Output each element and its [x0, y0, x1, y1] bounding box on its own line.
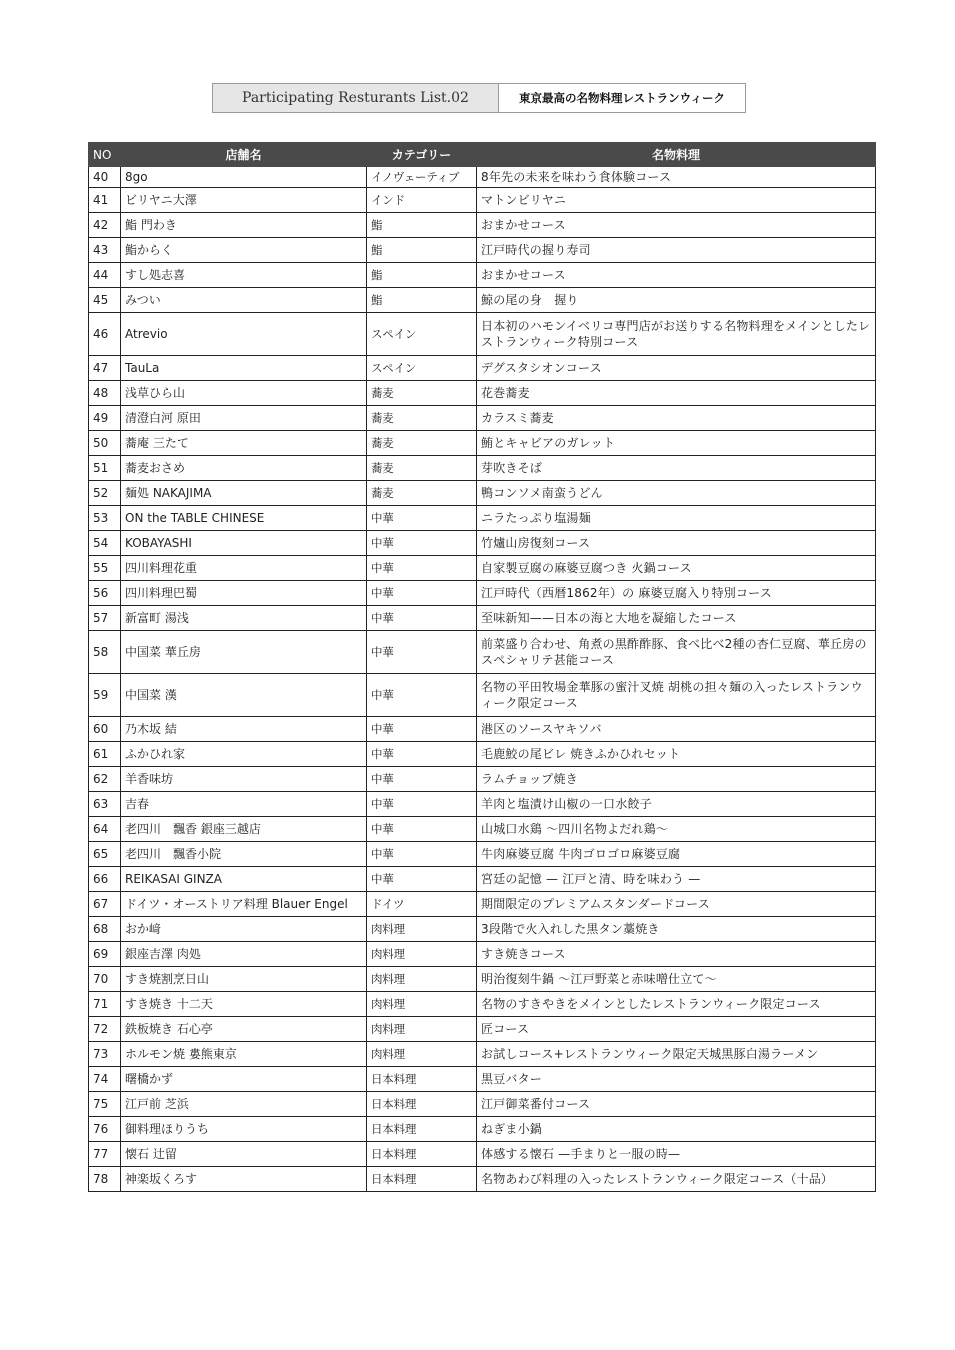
restaurant-name: REIKASAI GINZA: [121, 867, 367, 892]
restaurant-category: 蕎麦: [367, 406, 477, 431]
table-row: [89, 717, 876, 742]
row-number: 66: [89, 867, 121, 892]
restaurant-name: すし処志喜: [121, 263, 367, 288]
list-title-bar: [212, 83, 746, 113]
row-number: 51: [89, 456, 121, 481]
row-number: 72: [89, 1017, 121, 1042]
restaurant-category: 中華: [367, 631, 477, 674]
restaurant-name: 懐石 辻留: [121, 1142, 367, 1167]
restaurant-category: 肉料理: [367, 917, 477, 942]
table-row: [89, 674, 876, 717]
restaurant-name: 新富町 湯浅: [121, 606, 367, 631]
restaurant-category: 中華: [367, 742, 477, 767]
signature-dish: 3段階で火入れした黒タン藁焼き: [477, 917, 876, 942]
restaurant-category: 蕎麦: [367, 381, 477, 406]
row-number: 60: [89, 717, 121, 742]
signature-dish: 自家製豆腐の麻婆豆腐つき 火鍋コース: [477, 556, 876, 581]
restaurant-name: 老四川 飄香 銀座三越店: [121, 817, 367, 842]
signature-dish: 明治復刻牛鍋 〜江戸野菜と赤味噌仕立て〜: [477, 967, 876, 992]
row-number: 46: [89, 313, 121, 356]
table-row: [89, 356, 876, 381]
restaurant-category: 中華: [367, 506, 477, 531]
restaurant-name: 麺処 NAKAJIMA: [121, 481, 367, 506]
signature-dish: ねぎま小鍋: [477, 1117, 876, 1142]
row-number: 74: [89, 1067, 121, 1092]
restaurant-category: 中華: [367, 674, 477, 717]
signature-dish: 山城口水鶏 〜四川名物よだれ鶏〜: [477, 817, 876, 842]
restaurant-category: 日本料理: [367, 1067, 477, 1092]
row-number: 52: [89, 481, 121, 506]
signature-dish: カラスミ蕎麦: [477, 406, 876, 431]
restaurant-category: 肉料理: [367, 967, 477, 992]
row-number: 65: [89, 842, 121, 867]
restaurant-category: 肉料理: [367, 1017, 477, 1042]
restaurant-name: 四川料理花重: [121, 556, 367, 581]
restaurant-name: ドイツ・オーストリア料理 Blauer Engel: [121, 892, 367, 917]
table-row: [89, 1067, 876, 1092]
restaurant-name: すき焼き 十二天: [121, 992, 367, 1017]
restaurant-name: すき焼割烹日山: [121, 967, 367, 992]
restaurant-category: 肉料理: [367, 992, 477, 1017]
restaurant-category: 中華: [367, 867, 477, 892]
table-row: [89, 167, 876, 188]
restaurant-name: 中国菜 漢: [121, 674, 367, 717]
restaurant-category: イノヴェーティブ: [367, 167, 477, 188]
signature-dish: 黒豆バター: [477, 1067, 876, 1092]
table-header-row: [89, 143, 876, 167]
restaurant-name: KOBAYASHI: [121, 531, 367, 556]
restaurant-category: 肉料理: [367, 942, 477, 967]
signature-dish: 日本初のハモンイベリコ専門店がお送りする名物料理をメインとしたレストランウィーク特別コース: [477, 313, 876, 356]
restaurant-name: 乃木坂 結: [121, 717, 367, 742]
restaurant-category: 中華: [367, 556, 477, 581]
signature-dish: すき焼きコース: [477, 942, 876, 967]
signature-dish: 名物のすきやきをメインとしたレストランウィーク限定コース: [477, 992, 876, 1017]
restaurant-name: 清澄白河 原田: [121, 406, 367, 431]
table-row: [89, 263, 876, 288]
row-number: 67: [89, 892, 121, 917]
restaurant-category: 日本料理: [367, 1167, 477, 1192]
row-number: 76: [89, 1117, 121, 1142]
list-title-en: Participating Resturants List.02: [212, 83, 499, 113]
table-row: [89, 531, 876, 556]
table-row: [89, 581, 876, 606]
row-number: 58: [89, 631, 121, 674]
restaurant-name: 蕎庵 三たて: [121, 431, 367, 456]
restaurant-category: 鮨: [367, 213, 477, 238]
row-number: 69: [89, 942, 121, 967]
list-title-jp: 東京最高の名物料理レストランウィーク: [499, 83, 746, 113]
restaurant-name: みつい: [121, 288, 367, 313]
table-row: [89, 213, 876, 238]
restaurant-category: 鮨: [367, 263, 477, 288]
row-number: 50: [89, 431, 121, 456]
row-number: 57: [89, 606, 121, 631]
restaurant-category: 中華: [367, 717, 477, 742]
signature-dish: 名物あわび料理の入ったレストランウィーク限定コース（十品）: [477, 1167, 876, 1192]
restaurant-name: 銀座吉澤 肉処: [121, 942, 367, 967]
restaurant-name: 8go: [121, 167, 367, 188]
row-number: 62: [89, 767, 121, 792]
restaurant-name: ON the TABLE CHINESE: [121, 506, 367, 531]
signature-dish: 鯨の尾の身 握り: [477, 288, 876, 313]
restaurant-name: 老四川 飄香小院: [121, 842, 367, 867]
signature-dish: ラムチョップ焼き: [477, 767, 876, 792]
restaurant-name: 鉄板焼き 石心亭: [121, 1017, 367, 1042]
table-row: [89, 1117, 876, 1142]
table-row: [89, 992, 876, 1017]
row-number: 45: [89, 288, 121, 313]
signature-dish: 牛肉麻婆豆腐 牛肉ゴロゴロ麻婆豆腐: [477, 842, 876, 867]
table-row: [89, 238, 876, 263]
row-number: 68: [89, 917, 121, 942]
table-row: [89, 188, 876, 213]
table-row: [89, 942, 876, 967]
table-row: [89, 1167, 876, 1192]
table-row: [89, 456, 876, 481]
signature-dish: 羊肉と塩漬け山椒の一口水餃子: [477, 792, 876, 817]
row-number: 54: [89, 531, 121, 556]
restaurant-category: 蕎麦: [367, 481, 477, 506]
signature-dish: 鮪とキャビアのガレット: [477, 431, 876, 456]
row-number: 47: [89, 356, 121, 381]
restaurant-category: 鮨: [367, 238, 477, 263]
row-number: 40: [89, 167, 121, 188]
signature-dish: 至味新知——日本の海と大地を凝縮したコース: [477, 606, 876, 631]
row-number: 71: [89, 992, 121, 1017]
signature-dish: 花巻蕎麦: [477, 381, 876, 406]
restaurant-category: 肉料理: [367, 1042, 477, 1067]
table-row: [89, 967, 876, 992]
row-number: 73: [89, 1042, 121, 1067]
row-number: 63: [89, 792, 121, 817]
restaurant-name: 中国菜 華丘房: [121, 631, 367, 674]
table-row: [89, 288, 876, 313]
restaurant-category: 中華: [367, 842, 477, 867]
signature-dish: 8年先の未来を味わう食体験コース: [477, 167, 876, 188]
restaurant-category: 蕎麦: [367, 431, 477, 456]
restaurant-name: 曙橋かず: [121, 1067, 367, 1092]
table-row: [89, 381, 876, 406]
row-number: 75: [89, 1092, 121, 1117]
restaurant-category: 中華: [367, 792, 477, 817]
table-row: [89, 313, 876, 356]
restaurant-name: 浅草ひら山: [121, 381, 367, 406]
restaurant-category: 日本料理: [367, 1142, 477, 1167]
restaurant-category: スペイン: [367, 356, 477, 381]
signature-dish: 名物の平田牧場金華豚の蜜汁叉焼 胡桃の担々麺の入ったレストランウィーク限定コース: [477, 674, 876, 717]
restaurant-name: 神楽坂くろす: [121, 1167, 367, 1192]
restaurant-category: 中華: [367, 581, 477, 606]
restaurant-name: ふかひれ家: [121, 742, 367, 767]
signature-dish: お試しコース+レストランウィーク限定天城黒豚白湯ラーメン: [477, 1042, 876, 1067]
column-header-no: NO: [89, 143, 121, 167]
row-number: 56: [89, 581, 121, 606]
restaurant-name: おか﨑: [121, 917, 367, 942]
table-row: [89, 1142, 876, 1167]
restaurant-category: 鮨: [367, 288, 477, 313]
restaurant-name: 四川料理巴蜀: [121, 581, 367, 606]
row-number: 43: [89, 238, 121, 263]
restaurant-name: ビリヤニ大澤: [121, 188, 367, 213]
column-header-name: 店舗名: [121, 143, 367, 167]
signature-dish: 体感する懐石 —手まりと一服の時—: [477, 1142, 876, 1167]
restaurant-category: 日本料理: [367, 1117, 477, 1142]
restaurant-name: 蕎麦おさめ: [121, 456, 367, 481]
table-row: [89, 1017, 876, 1042]
table-row: [89, 792, 876, 817]
signature-dish: 毛鹿鮫の尾ビレ 焼きふかひれセット: [477, 742, 876, 767]
restaurant-category: 中華: [367, 531, 477, 556]
restaurant-name: 御料理ほりうち: [121, 1117, 367, 1142]
table-row: [89, 892, 876, 917]
signature-dish: おまかせコース: [477, 213, 876, 238]
restaurant-category: 日本料理: [367, 1092, 477, 1117]
table-row: [89, 1092, 876, 1117]
table-row: [89, 817, 876, 842]
table-row: [89, 767, 876, 792]
restaurant-name: 羊香味坊: [121, 767, 367, 792]
table-row: [89, 606, 876, 631]
table-row: [89, 481, 876, 506]
table-row: [89, 742, 876, 767]
signature-dish: 期間限定のプレミアムスタンダードコース: [477, 892, 876, 917]
row-number: 48: [89, 381, 121, 406]
signature-dish: 鴨コンソメ南蛮うどん: [477, 481, 876, 506]
restaurant-name: 鮨 門わき: [121, 213, 367, 238]
table-row: [89, 556, 876, 581]
table-row: [89, 1042, 876, 1067]
restaurant-name: Atrevio: [121, 313, 367, 356]
restaurant-category: スペイン: [367, 313, 477, 356]
restaurant-category: 中華: [367, 817, 477, 842]
signature-dish: 宮廷の記憶 — 江戸と清、時を味わう —: [477, 867, 876, 892]
column-header-dish: 名物料理: [477, 143, 876, 167]
restaurant-category: 中華: [367, 606, 477, 631]
row-number: 44: [89, 263, 121, 288]
table-row: [89, 631, 876, 674]
signature-dish: 芽吹きそば: [477, 456, 876, 481]
row-number: 42: [89, 213, 121, 238]
table-body: [89, 167, 876, 1192]
signature-dish: 江戸時代の握り寿司: [477, 238, 876, 263]
row-number: 55: [89, 556, 121, 581]
column-header-category: カテゴリー: [367, 143, 477, 167]
signature-dish: おまかせコース: [477, 263, 876, 288]
table-row: [89, 431, 876, 456]
signature-dish: 匠コース: [477, 1017, 876, 1042]
row-number: 49: [89, 406, 121, 431]
restaurant-name: 吉春: [121, 792, 367, 817]
row-number: 78: [89, 1167, 121, 1192]
restaurant-category: ドイツ: [367, 892, 477, 917]
table-row: [89, 917, 876, 942]
signature-dish: デグスタシオンコース: [477, 356, 876, 381]
signature-dish: 江戸御菜番付コース: [477, 1092, 876, 1117]
signature-dish: 江戸時代（西暦1862年）の 麻婆豆腐入り特別コース: [477, 581, 876, 606]
signature-dish: ニラたっぷり塩湯麺: [477, 506, 876, 531]
row-number: 59: [89, 674, 121, 717]
table-row: [89, 406, 876, 431]
signature-dish: 竹爐山房復刻コース: [477, 531, 876, 556]
restaurant-name: 江戸前 芝浜: [121, 1092, 367, 1117]
row-number: 41: [89, 188, 121, 213]
restaurant-category: インド: [367, 188, 477, 213]
restaurant-name: TauLa: [121, 356, 367, 381]
row-number: 53: [89, 506, 121, 531]
row-number: 70: [89, 967, 121, 992]
signature-dish: 前菜盛り合わせ、角煮の黒酢酢豚、食べ比べ2種の杏仁豆腐、華丘房のスペシャリテ甚能コース: [477, 631, 876, 674]
table-row: [89, 867, 876, 892]
row-number: 64: [89, 817, 121, 842]
table-row: [89, 506, 876, 531]
row-number: 77: [89, 1142, 121, 1167]
signature-dish: マトンビリヤニ: [477, 188, 876, 213]
row-number: 61: [89, 742, 121, 767]
restaurant-category: 中華: [367, 767, 477, 792]
table-row: [89, 842, 876, 867]
restaurant-table: [88, 142, 876, 1192]
restaurant-name: ホルモン焼 婁熊東京: [121, 1042, 367, 1067]
restaurant-category: 蕎麦: [367, 456, 477, 481]
restaurant-name: 鮨からく: [121, 238, 367, 263]
signature-dish: 港区のソースヤキソバ: [477, 717, 876, 742]
